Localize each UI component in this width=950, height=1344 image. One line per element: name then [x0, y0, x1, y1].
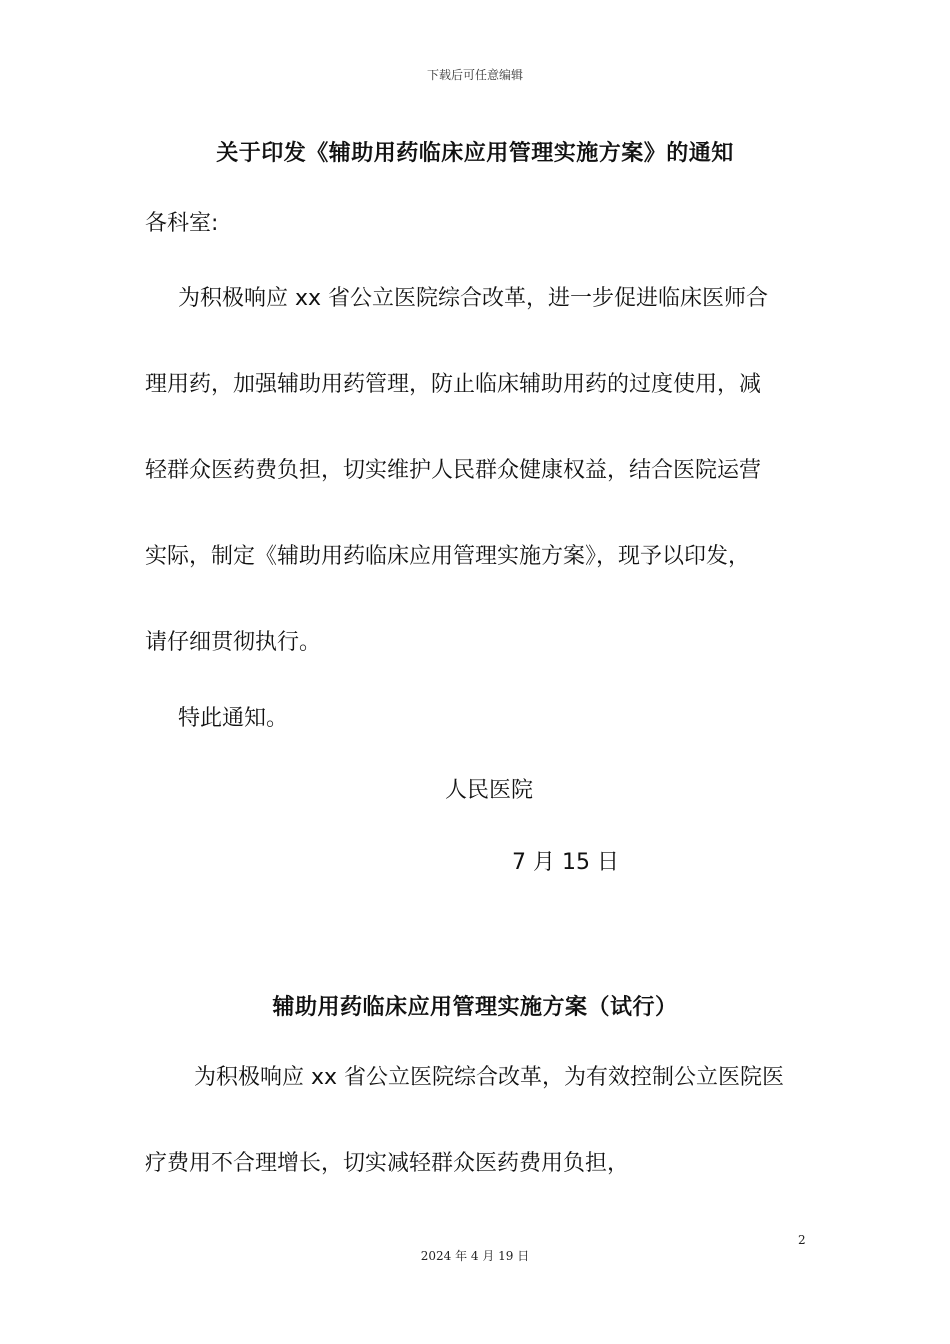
- notice-paragraph-line: 为积极响应 xx 省公立医院综合改革，进一步促进临床医师合: [178, 286, 769, 311]
- plan-title: 辅助用药临床应用管理实施方案（试行）: [272, 995, 678, 1020]
- page-number: 2: [798, 1233, 806, 1247]
- plan-paragraph-line: 疗费用不合理增长，切实减轻群众医药费用负担，: [145, 1151, 630, 1176]
- notice-title: 关于印发《辅助用药临床应用管理实施方案》的通知: [216, 141, 734, 166]
- notice-paragraph-line: 请仔细贯彻执行。: [145, 630, 322, 655]
- notice-paragraph-line: 轻群众医药费负担，切实维护人民群众健康权益，结合医院运营: [145, 458, 762, 483]
- notice-salutation: 各科室:: [145, 211, 219, 236]
- footer-date: 2024 年 4 月 19 日: [420, 1249, 530, 1263]
- notice-closing: 特此通知。: [178, 706, 289, 731]
- notice-date: 7 月 15 日: [512, 850, 619, 875]
- header-note: 下载后可任意编辑: [426, 68, 523, 82]
- notice-paragraph-line: 理用药，加强辅助用药管理，防止临床辅助用药的过度使用，减: [145, 372, 762, 397]
- plan-paragraph-line: 为积极响应 xx 省公立医院综合改革，为有效控制公立医院医: [194, 1065, 785, 1090]
- notice-paragraph-line: 实际，制定《辅助用药临床应用管理实施方案》，现予以印发，: [145, 544, 751, 569]
- notice-signature: 人民医院: [445, 778, 534, 803]
